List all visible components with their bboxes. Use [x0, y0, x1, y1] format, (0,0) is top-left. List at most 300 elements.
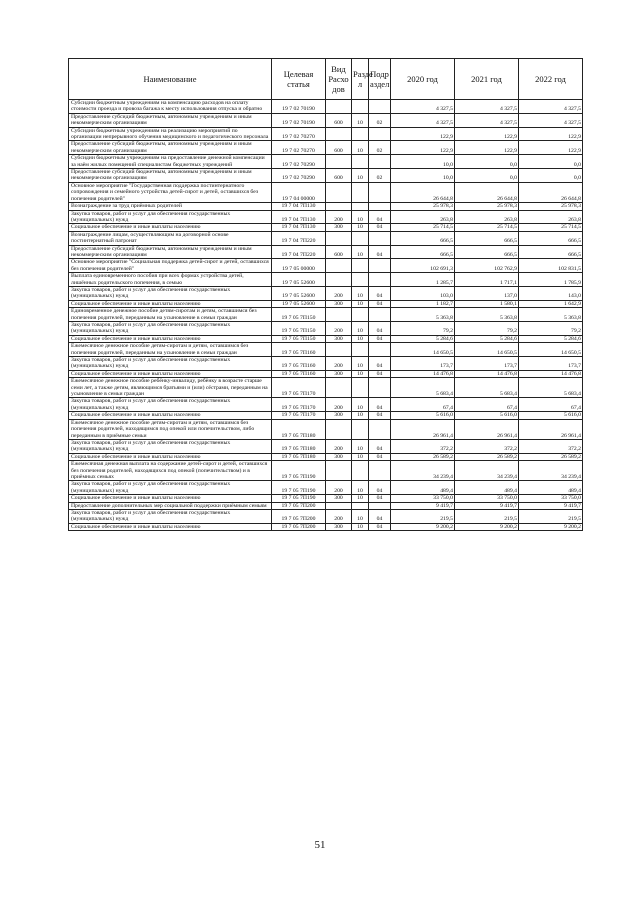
subsection-cell: 04 [369, 210, 391, 224]
subsection-cell [369, 343, 391, 357]
table-row [69, 113, 583, 127]
amount-2020-cell: 263,8 [391, 210, 455, 224]
amount-2020-cell: 26 961,4 [391, 419, 455, 439]
amount-2021-cell: 666,5 [455, 231, 519, 245]
name-cell: Выплата единовременного пособия при всех формах устройства детей, лишённых родительского попечения, в семью [69, 273, 272, 287]
amount-2022-cell: 5 284,6 [519, 335, 583, 342]
table-row [69, 300, 583, 307]
section-cell: 10 [352, 169, 369, 183]
page-number: 51 [314, 839, 326, 851]
expense-type-cell [326, 273, 352, 287]
amount-2021-cell: 137,0 [455, 286, 519, 300]
target-article-cell: 19 7 05 00000 [272, 259, 326, 273]
amount-2021-cell: 5 683,4 [455, 378, 519, 398]
section-cell [352, 461, 369, 481]
amount-2021-cell: 666,5 [455, 245, 519, 259]
amount-2021-cell: 79,2 [455, 322, 519, 336]
amount-2021-cell: 25 978,3 [455, 203, 519, 210]
subsection-cell [369, 155, 391, 169]
table-row [69, 481, 583, 495]
name-cell: Предоставление субсидий бюджетным, автономным учреждениям и иным некоммерческим организациям [69, 113, 272, 127]
name-cell: Ежемесячное денежное пособие детям-сиротам и детям, оставшимся без попечения родителей, переданным на усыновление в семьи граждан [69, 343, 272, 357]
name-cell: Социальное обеспечение и иные выплаты населению [69, 224, 272, 231]
table-row [69, 155, 583, 169]
name-cell: Предоставление субсидий бюджетным, автономным учреждениям и иным некоммерческим организациям [69, 169, 272, 183]
section-cell [352, 308, 369, 322]
subsection-cell: 02 [369, 169, 391, 183]
expense-type-cell: 600 [326, 245, 352, 259]
subsection-cell: 04 [369, 412, 391, 419]
name-cell: Вознаграждение за труд приёмных родителей [69, 203, 272, 210]
subsection-cell [369, 203, 391, 210]
subsection-cell: 04 [369, 357, 391, 371]
amount-2021-cell: 9 200,2 [455, 523, 519, 530]
amount-2021-cell: 372,2 [455, 439, 519, 453]
expense-type-cell: 200 [326, 439, 352, 453]
amount-2022-cell: 25 714,5 [519, 224, 583, 231]
table-header-row [69, 59, 583, 100]
table-row [69, 495, 583, 502]
amount-2021-cell: 26 644,8 [455, 182, 519, 202]
amount-2020-cell: 14 476,8 [391, 370, 455, 377]
name-cell: Вознаграждение лицам, осуществляющим на договорной основе постинтернатный патронат [69, 231, 272, 245]
header-target-article: Целевая статья [272, 59, 326, 100]
amount-2021-cell: 263,8 [455, 210, 519, 224]
table-row [69, 523, 583, 530]
amount-2022-cell: 1 785,9 [519, 273, 583, 287]
section-cell: 10 [352, 300, 369, 307]
amount-2020-cell: 25 978,3 [391, 203, 455, 210]
section-cell [352, 127, 369, 141]
section-cell: 10 [352, 335, 369, 342]
subsection-cell: 04 [369, 398, 391, 412]
subsection-cell [369, 259, 391, 273]
header-year-2020: 2020 год [391, 59, 455, 100]
expense-type-cell: 200 [326, 322, 352, 336]
section-cell [352, 259, 369, 273]
table-row [69, 169, 583, 183]
amount-2021-cell: 34 239,4 [455, 461, 519, 481]
amount-2020-cell: 79,2 [391, 322, 455, 336]
amount-2022-cell: 173,7 [519, 357, 583, 371]
table-row [69, 412, 583, 419]
amount-2021-cell: 5 363,8 [455, 308, 519, 322]
target-article-cell: 19 7 02 70270 [272, 141, 326, 155]
name-cell: Предоставление субсидий бюджетным, автономным учреждениям и иным некоммерческим организациям [69, 141, 272, 155]
section-cell [352, 343, 369, 357]
expense-type-cell: 300 [326, 335, 352, 342]
table-row [69, 322, 583, 336]
amount-2021-cell: 5 616,0 [455, 412, 519, 419]
amount-2022-cell: 5 363,8 [519, 308, 583, 322]
amount-2022-cell: 34 239,4 [519, 461, 583, 481]
table-row [69, 453, 583, 460]
amount-2020-cell: 122,9 [391, 127, 455, 141]
section-cell [352, 378, 369, 398]
name-cell: Закупка товаров, работ и услуг для обеспечения государственных (муниципальных) нужд [69, 286, 272, 300]
section-cell: 10 [352, 453, 369, 460]
target-article-cell: 19 7 05 7П170 [272, 412, 326, 419]
header-section: Разде л [352, 59, 369, 100]
target-article-cell: 19 7 02 70290 [272, 155, 326, 169]
amount-2022-cell: 0,0 [519, 155, 583, 169]
name-cell: Социальное обеспечение и иные выплаты населению [69, 453, 272, 460]
target-article-cell: 19 7 02 70270 [272, 127, 326, 141]
amount-2022-cell: 14 476,8 [519, 370, 583, 377]
target-article-cell: 19 7 05 7П150 [272, 308, 326, 322]
subsection-cell: 04 [369, 335, 391, 342]
target-article-cell: 19 7 04 7П130 [272, 224, 326, 231]
table-row [69, 398, 583, 412]
amount-2022-cell: 4 327,5 [519, 113, 583, 127]
amount-2021-cell: 102 762,9 [455, 259, 519, 273]
amount-2022-cell: 9 200,2 [519, 523, 583, 530]
expense-type-cell: 200 [326, 398, 352, 412]
section-cell: 10 [352, 439, 369, 453]
amount-2020-cell: 666,5 [391, 245, 455, 259]
amount-2021-cell: 26 589,2 [455, 453, 519, 460]
subsection-cell: 04 [369, 439, 391, 453]
subsection-cell [369, 231, 391, 245]
amount-2022-cell: 5 616,0 [519, 412, 583, 419]
amount-2020-cell: 5 284,6 [391, 335, 455, 342]
table-row [69, 127, 583, 141]
section-cell: 10 [352, 481, 369, 495]
table-row [69, 419, 583, 439]
table-row [69, 357, 583, 371]
amount-2022-cell: 0,0 [519, 169, 583, 183]
expense-type-cell: 300 [326, 412, 352, 419]
name-cell: Закупка товаров, работ и услуг для обеспечения государственных (муниципальных) нужд [69, 481, 272, 495]
target-article-cell: 19 7 05 52600 [272, 273, 326, 287]
amount-2020-cell: 10,0 [391, 169, 455, 183]
header-subsection: Подр аздел [369, 59, 391, 100]
subsection-cell: 04 [369, 523, 391, 530]
name-cell: Социальное обеспечение и иные выплаты населению [69, 495, 272, 502]
amount-2021-cell: 4 327,5 [455, 100, 519, 114]
section-cell: 10 [352, 113, 369, 127]
target-article-cell: 19 7 05 7П160 [272, 370, 326, 377]
amount-2022-cell: 263,8 [519, 210, 583, 224]
target-article-cell: 19 7 05 52600 [272, 286, 326, 300]
target-article-cell: 19 7 05 7П180 [272, 419, 326, 439]
subsection-cell: 04 [369, 370, 391, 377]
name-cell: Субсидии бюджетным учреждениям на реализацию мероприятий по организации непрерывного обучения медицинского и педагогического персонала [69, 127, 272, 141]
name-cell: Ежемесячная денежная выплата на содержание детей-сирот и детей, оставшихся без попечения родителей, находящихся под опекой (попечительством) и в приёмных семьях [69, 461, 272, 481]
expense-type-cell: 600 [326, 141, 352, 155]
amount-2021-cell: 1 717,1 [455, 273, 519, 287]
name-cell: Предоставление субсидий бюджетным, автономным учреждениям и иным некоммерческим организациям [69, 245, 272, 259]
amount-2021-cell: 0,0 [455, 169, 519, 183]
table-row [69, 259, 583, 273]
subsection-cell: 04 [369, 224, 391, 231]
amount-2022-cell: 219,5 [519, 509, 583, 523]
name-cell: Социальное обеспечение и иные выплаты населению [69, 523, 272, 530]
table-row [69, 439, 583, 453]
amount-2020-cell: 14 650,5 [391, 343, 455, 357]
amount-2021-cell: 122,9 [455, 141, 519, 155]
amount-2022-cell: 79,2 [519, 322, 583, 336]
amount-2020-cell: 26 589,2 [391, 453, 455, 460]
amount-2022-cell: 4 327,5 [519, 100, 583, 114]
expense-type-cell [326, 259, 352, 273]
target-article-cell: 19 7 02 70290 [272, 169, 326, 183]
header-name: Наименование [69, 59, 272, 100]
amount-2021-cell: 5 284,6 [455, 335, 519, 342]
amount-2022-cell: 666,5 [519, 245, 583, 259]
amount-2022-cell: 489,4 [519, 481, 583, 495]
name-cell: Субсидии бюджетным учреждениям на предоставление денежной компенсации за наём жилых помещений специалистам бюджетных учреждений [69, 155, 272, 169]
amount-2021-cell: 1 580,1 [455, 300, 519, 307]
amount-2020-cell: 489,4 [391, 481, 455, 495]
amount-2021-cell: 489,4 [455, 481, 519, 495]
amount-2020-cell: 5 616,0 [391, 412, 455, 419]
header-expense-type: Вид Расхо дов [326, 59, 352, 100]
expense-type-cell: 300 [326, 300, 352, 307]
target-article-cell: 19 7 04 7П220 [272, 245, 326, 259]
target-article-cell: 19 7 05 7П190 [272, 495, 326, 502]
amount-2022-cell: 143,0 [519, 286, 583, 300]
table-row [69, 502, 583, 509]
expense-type-cell [326, 182, 352, 202]
amount-2022-cell: 9 419,7 [519, 502, 583, 509]
table-row [69, 509, 583, 523]
subsection-cell [369, 502, 391, 509]
expense-type-cell: 200 [326, 210, 352, 224]
budget-table-container [68, 58, 582, 531]
section-cell [352, 100, 369, 114]
expense-type-cell: 200 [326, 357, 352, 371]
amount-2022-cell: 102 831,5 [519, 259, 583, 273]
section-cell: 10 [352, 495, 369, 502]
section-cell: 10 [352, 398, 369, 412]
subsection-cell: 04 [369, 300, 391, 307]
name-cell: Единовременное денежное пособие детям-сиротам и детям, оставшимся без попечения родителей, переданным на усыновление в семьи граждан [69, 308, 272, 322]
header-year-2022: 2022 год [519, 59, 583, 100]
table-row [69, 210, 583, 224]
table-row [69, 182, 583, 202]
amount-2020-cell: 9 419,7 [391, 502, 455, 509]
expense-type-cell [326, 231, 352, 245]
name-cell: Закупка товаров, работ и услуг для обеспечения государственных (муниципальных) нужд [69, 398, 272, 412]
name-cell: Закупка товаров, работ и услуг для обеспечения государственных (муниципальных) нужд [69, 357, 272, 371]
target-article-cell: 19 7 05 7П180 [272, 453, 326, 460]
section-cell [352, 273, 369, 287]
amount-2022-cell: 1 642,9 [519, 300, 583, 307]
subsection-cell: 02 [369, 113, 391, 127]
amount-2020-cell: 372,2 [391, 439, 455, 453]
name-cell: Закупка товаров, работ и услуг для обеспечения государственных (муниципальных) нужд [69, 322, 272, 336]
section-cell [352, 182, 369, 202]
amount-2020-cell: 9 200,2 [391, 523, 455, 530]
amount-2021-cell: 219,5 [455, 509, 519, 523]
amount-2022-cell: 33 750,0 [519, 495, 583, 502]
amount-2022-cell: 122,9 [519, 127, 583, 141]
amount-2022-cell: 122,9 [519, 141, 583, 155]
target-article-cell: 19 7 02 70190 [272, 100, 326, 114]
subsection-cell: 04 [369, 322, 391, 336]
budget-table [68, 58, 583, 531]
amount-2022-cell: 14 650,5 [519, 343, 583, 357]
expense-type-cell [326, 378, 352, 398]
amount-2021-cell: 122,9 [455, 127, 519, 141]
target-article-cell: 19 7 04 7П220 [272, 231, 326, 245]
amount-2021-cell: 33 750,0 [455, 495, 519, 502]
expense-type-cell: 300 [326, 523, 352, 530]
table-row [69, 286, 583, 300]
amount-2022-cell: 372,2 [519, 439, 583, 453]
amount-2020-cell: 34 239,4 [391, 461, 455, 481]
section-cell [352, 419, 369, 439]
section-cell: 10 [352, 224, 369, 231]
section-cell: 10 [352, 210, 369, 224]
amount-2020-cell: 5 363,8 [391, 308, 455, 322]
amount-2020-cell: 103,0 [391, 286, 455, 300]
name-cell: Закупка товаров, работ и услуг для обеспечения государственных (муниципальных) нужд [69, 210, 272, 224]
section-cell [352, 203, 369, 210]
amount-2020-cell: 10,0 [391, 155, 455, 169]
target-article-cell: 19 7 05 7П160 [272, 357, 326, 371]
target-article-cell: 19 7 05 7П190 [272, 481, 326, 495]
subsection-cell: 04 [369, 481, 391, 495]
expense-type-cell: 600 [326, 169, 352, 183]
amount-2020-cell: 173,7 [391, 357, 455, 371]
name-cell: Социальное обеспечение и иные выплаты населению [69, 370, 272, 377]
expense-type-cell [326, 155, 352, 169]
target-article-cell: 19 7 02 70190 [272, 113, 326, 127]
target-article-cell: 19 7 04 00000 [272, 182, 326, 202]
amount-2022-cell: 67,4 [519, 398, 583, 412]
target-article-cell: 19 7 05 7П190 [272, 461, 326, 481]
subsection-cell: 04 [369, 453, 391, 460]
target-article-cell: 19 7 05 7П160 [272, 343, 326, 357]
subsection-cell: 04 [369, 245, 391, 259]
amount-2022-cell: 26 961,4 [519, 419, 583, 439]
amount-2020-cell: 219,5 [391, 509, 455, 523]
name-cell: Основное мероприятие "Социальная поддержка детей-сирот и детей, оставшихся без попечения родителей" [69, 259, 272, 273]
subsection-cell [369, 100, 391, 114]
amount-2022-cell: 26 644,8 [519, 182, 583, 202]
expense-type-cell [326, 308, 352, 322]
target-article-cell: 19 7 05 7П180 [272, 439, 326, 453]
section-cell: 10 [352, 412, 369, 419]
table-row [69, 370, 583, 377]
subsection-cell: 04 [369, 286, 391, 300]
amount-2021-cell: 14 650,5 [455, 343, 519, 357]
expense-type-cell [326, 461, 352, 481]
expense-type-cell: 300 [326, 495, 352, 502]
expense-type-cell [326, 100, 352, 114]
amount-2022-cell: 666,5 [519, 231, 583, 245]
table-row [69, 308, 583, 322]
subsection-cell [369, 461, 391, 481]
name-cell: Субсидии бюджетным учреждениям на компенсацию расходов на оплату стоимости проезда и провоза багажа к месту использования отпуска и обратно [69, 100, 272, 114]
subsection-cell [369, 182, 391, 202]
name-cell: Социальное обеспечение и иные выплаты населению [69, 412, 272, 419]
target-article-cell: 19 7 05 7П200 [272, 523, 326, 530]
target-article-cell: 19 7 04 7П130 [272, 203, 326, 210]
expense-type-cell: 300 [326, 224, 352, 231]
target-article-cell: 19 7 05 52600 [272, 300, 326, 307]
table-row [69, 100, 583, 114]
amount-2020-cell: 25 714,5 [391, 224, 455, 231]
expense-type-cell: 200 [326, 286, 352, 300]
table-row [69, 203, 583, 210]
name-cell: Закупка товаров, работ и услуг для обеспечения государственных (муниципальных) нужд [69, 509, 272, 523]
name-cell: Ежемесячное денежное пособие детям-сиротам и детям, оставшимся без попечения родителей, находящимся под опекой или попечительством, либо переданным в приёмные семьи [69, 419, 272, 439]
section-cell [352, 502, 369, 509]
amount-2021-cell: 4 327,5 [455, 113, 519, 127]
amount-2020-cell: 4 327,5 [391, 113, 455, 127]
amount-2020-cell: 33 750,0 [391, 495, 455, 502]
section-cell: 10 [352, 357, 369, 371]
target-article-cell: 19 7 05 7П150 [272, 322, 326, 336]
target-article-cell: 19 7 05 7П200 [272, 502, 326, 509]
amount-2020-cell: 67,4 [391, 398, 455, 412]
amount-2021-cell: 25 714,5 [455, 224, 519, 231]
amount-2022-cell: 5 683,4 [519, 378, 583, 398]
amount-2022-cell: 26 589,2 [519, 453, 583, 460]
target-article-cell: 19 7 05 7П170 [272, 378, 326, 398]
name-cell: Основное мероприятие "Государственная поддержка постинтернатного сопровождения и семейного устройства детей-сирот и детей, оставшихся без попечения родителей" [69, 182, 272, 202]
amount-2020-cell: 666,5 [391, 231, 455, 245]
table-row [69, 245, 583, 259]
subsection-cell: 04 [369, 495, 391, 502]
amount-2020-cell: 4 327,5 [391, 100, 455, 114]
subsection-cell [369, 127, 391, 141]
table-row [69, 378, 583, 398]
amount-2020-cell: 26 644,8 [391, 182, 455, 202]
section-cell: 10 [352, 286, 369, 300]
subsection-cell [369, 308, 391, 322]
expense-type-cell [326, 419, 352, 439]
expense-type-cell [326, 127, 352, 141]
amount-2020-cell: 1 285,7 [391, 273, 455, 287]
table-row [69, 231, 583, 245]
subsection-cell [369, 273, 391, 287]
amount-2020-cell: 5 683,4 [391, 378, 455, 398]
section-cell: 10 [352, 509, 369, 523]
amount-2021-cell: 0,0 [455, 155, 519, 169]
amount-2021-cell: 14 476,8 [455, 370, 519, 377]
target-article-cell: 19 7 05 7П150 [272, 335, 326, 342]
section-cell: 10 [352, 370, 369, 377]
table-row [69, 273, 583, 287]
expense-type-cell: 200 [326, 481, 352, 495]
amount-2022-cell: 25 978,3 [519, 203, 583, 210]
amount-2020-cell: 122,9 [391, 141, 455, 155]
section-cell: 10 [352, 141, 369, 155]
name-cell: Социальное обеспечение и иные выплаты населению [69, 300, 272, 307]
table-body [69, 100, 583, 531]
header-year-2021: 2021 год [455, 59, 519, 100]
amount-2020-cell: 1 182,7 [391, 300, 455, 307]
amount-2021-cell: 67,4 [455, 398, 519, 412]
name-cell: Предоставление дополнительных мер социальной поддержки приёмным семьям [69, 502, 272, 509]
expense-type-cell: 300 [326, 370, 352, 377]
expense-type-cell: 300 [326, 453, 352, 460]
subsection-cell [369, 419, 391, 439]
table-row [69, 461, 583, 481]
expense-type-cell [326, 502, 352, 509]
target-article-cell: 19 7 05 7П200 [272, 509, 326, 523]
target-article-cell: 19 7 04 7П130 [272, 210, 326, 224]
name-cell: Ежемесячное денежное пособие ребёнку-инвалиду, ребёнку в возрасте старше семи лет, а также детям, являющимся братьями и (или) сёстрами, переданным на усыновление в семьи граждан [69, 378, 272, 398]
table-row [69, 141, 583, 155]
amount-2021-cell: 173,7 [455, 357, 519, 371]
expense-type-cell: 200 [326, 509, 352, 523]
name-cell: Закупка товаров, работ и услуг для обеспечения государственных (муниципальных) нужд [69, 439, 272, 453]
